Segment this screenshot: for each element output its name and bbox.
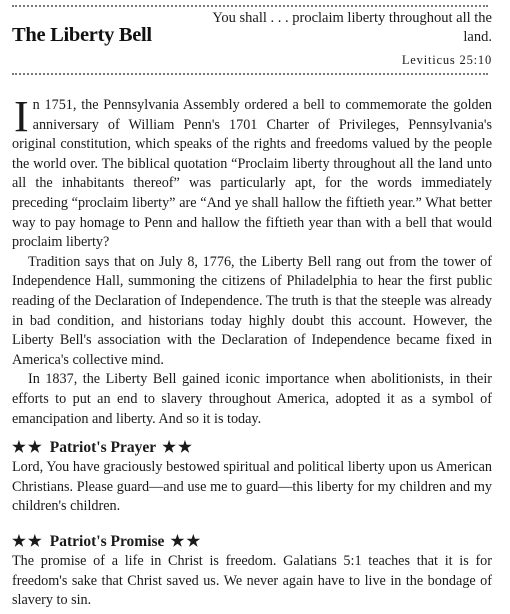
promise-text: The promise of a life in Christ is freedom. Galatians 5:1 teaches that it is for freedom's sake that Christ saved us. We never again have to live in the bondage of slavery to sin. — [12, 553, 492, 609]
header-dotted-rule — [12, 73, 488, 75]
star-icon: ★★ — [12, 533, 44, 550]
star-icon: ★★ — [162, 439, 194, 456]
paragraph-1 — [12, 92, 492, 253]
paragraph-2: Tradition says that on July 8, 1776, the Liberty Bell rang out from the tower of Independence Hall, summoning the citizens of Philadelphia to hear the first public reading of the Declaration of Independence. The truth is that the steeple was already in bad condition, and historians today highly doubt this account. However, the Liberty Bell's association with the Declaration of Independence became fixed in America's collective mind. — [12, 253, 492, 368]
prayer-text: Lord, You have graciously bestowed spiritual and political liberty upon us American Christians. Please guard—and use me to guard—this liberty for my children and my children's children. — [12, 459, 492, 515]
epigraph-quote: You shall . . . proclaim liberty throughout all the land. — [212, 10, 492, 45]
drop-cap: I — [14, 92, 29, 141]
promise-heading-text: Patriot's Promise — [49, 533, 165, 550]
epigraph-citation: Leviticus 25:10 — [401, 53, 492, 67]
paragraph-1-text: n 1751, the Pennsylvania Assembly ordered a bell to commemorate the golden anniversary of William Penn's 1701 Charter of Privileges, Pennsylvania's original constitution, which speaks of the rights and freedoms valued by the people the world over. The biblical quotation “Proclaim liberty throughout all the land unto all the inhabitants thereof” was particularly apt, for the words immediately preceding “proclaim liberty” are “And ye shall hallow the fiftieth year.” What better way to pay homage to Penn and hallow the fiftieth year than with a bell that would proclaim liberty? — [12, 97, 492, 251]
top-dotted-rule — [12, 5, 488, 7]
page-title: The Liberty Bell — [12, 24, 152, 46]
promise-heading — [12, 532, 202, 551]
prayer-heading-text: Patriot's Prayer — [49, 439, 157, 456]
epigraph — [212, 9, 492, 70]
star-icon: ★★ — [12, 439, 44, 456]
article-body — [12, 92, 492, 429]
prayer-heading — [12, 438, 194, 457]
paragraph-3: In 1837, the Liberty Bell gained iconic importance when abolitionists, in their efforts to put an end to slavery throughout America, adopted it as a symbol of emancipation and liberty. And so it is today. — [12, 371, 492, 427]
star-icon: ★★ — [170, 533, 203, 550]
